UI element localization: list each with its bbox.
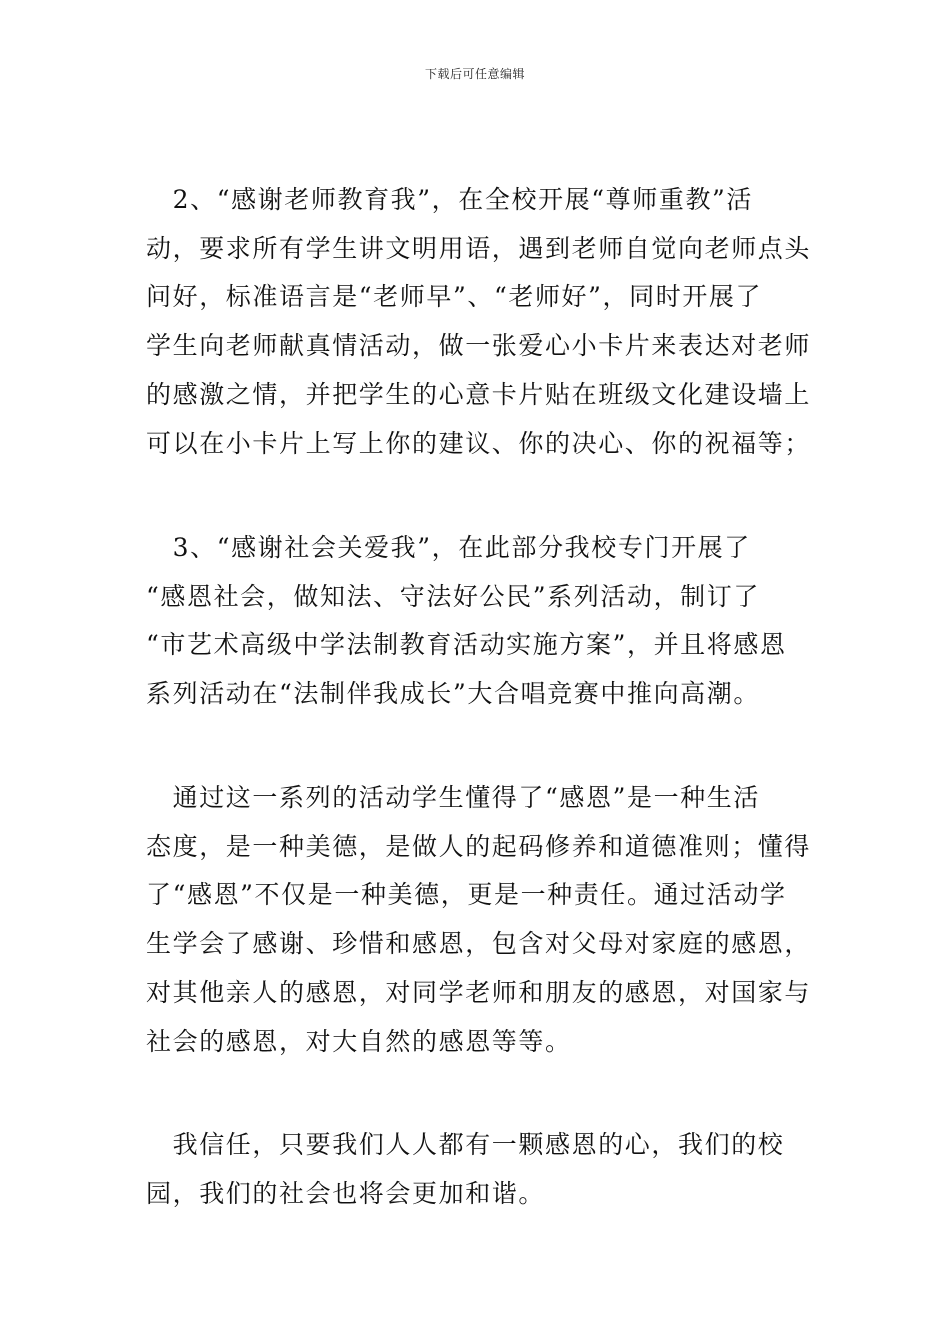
paragraph-line: 可以在小卡片上写上你的建议、你的决心、你的祝福等；: [146, 428, 812, 458]
paragraph-line: 通过这一系列的活动学生懂得了“感恩”是一种生活: [146, 783, 760, 812]
paragraph-summary: [146, 774, 812, 1066]
paragraph-line: 社会的感恩，对大自然的感恩等等。: [146, 1026, 572, 1056]
page-header: 下载后可任意编辑: [424, 67, 525, 81]
paragraph-line: 生学会了感谢、珍惜和感恩，包含对父母对家庭的感恩，: [146, 929, 812, 959]
paragraph-conclusion: [146, 1121, 808, 1218]
paragraph-line: “感恩社会，做知法、守法好公民”系列活动，制订了: [146, 581, 760, 611]
paragraph-line: “市艺术高级中学法制教育活动实施方案”，并且将感恩: [146, 630, 787, 660]
paragraph-line: 问好，标准语言是“老师早”、“老师好”，同时开展了: [146, 282, 763, 312]
paragraph-teachers: [146, 176, 812, 468]
paragraph-line: 我信任，只要我们人人都有一颗感恩的心，我们的校: [146, 1130, 785, 1159]
paragraph-line: 态度，是一种美德，是做人的起码修养和道德准则；懂得: [146, 831, 812, 861]
paragraph-line: 园，我们的社会也将会更加和谐。: [146, 1178, 546, 1208]
paragraph-line: 学生向老师献真情活动，做一张爱心小卡片来表达对老师: [146, 331, 812, 361]
paragraph-line: 对其他亲人的感恩，对同学老师和朋友的感恩，对国家与: [146, 977, 812, 1007]
paragraph-line: 动，要求所有学生讲文明用语，遇到老师自觉向老师点头: [146, 233, 812, 263]
paragraph-line: 系列活动在“法制伴我成长”大合唱竞赛中推向高潮。: [146, 679, 760, 709]
paragraph-line: 的感激之情，并把学生的心意卡片贴在班级文化建设墙上: [146, 379, 812, 409]
paragraph-line: 3、“感谢社会关爱我”，在此部分我校专门开展了: [146, 533, 751, 562]
paragraph-line: 了“感恩”不仅是一种美德，更是一种责任。通过活动学: [146, 880, 787, 910]
paragraph-society: [146, 524, 808, 719]
paragraph-line: 2、“感谢老师教育我”，在全校开展“尊师重教”活: [146, 185, 754, 214]
